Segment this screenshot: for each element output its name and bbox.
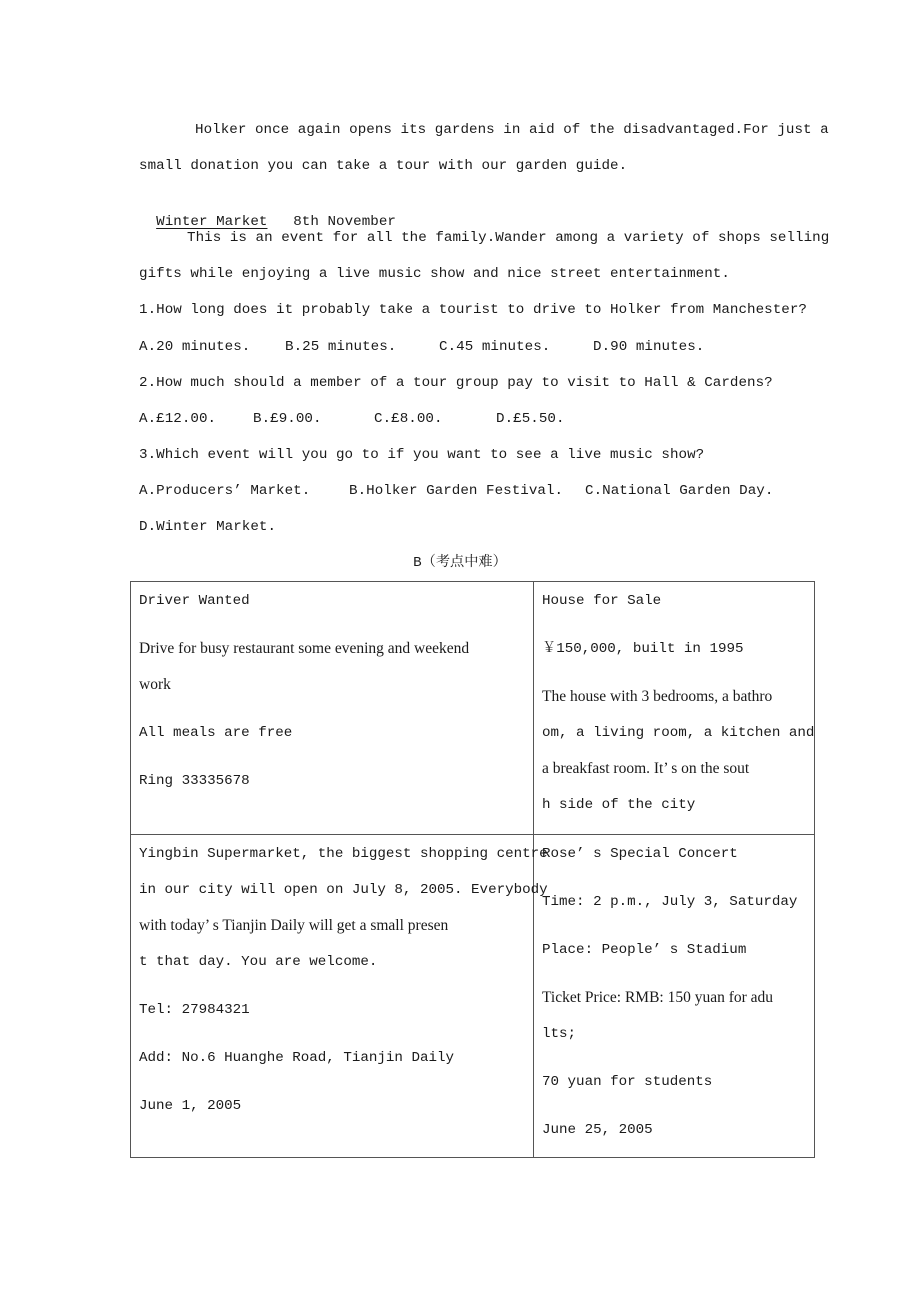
- winter-market-heading: [139, 192, 396, 232]
- winter-market-paragraph-line-2: gifts while enjoying a live music show and nice street entertainment.: [139, 266, 730, 282]
- question-2-option-a: A.£12.00.: [139, 411, 217, 427]
- question-1-option-d: D.90 minutes.: [593, 339, 705, 355]
- ad-line: a breakfast room. It’ s on the sout: [542, 760, 750, 777]
- question-2-option-d: D.£5.50.: [496, 411, 565, 427]
- ad-line: in our city will open on July 8, 2005. Everybody: [139, 882, 548, 898]
- ad-line: work: [139, 676, 171, 693]
- question-3-option-c: C.National Garden Day.: [585, 483, 774, 499]
- winter-market-paragraph-line-1: This is an event for all the family.Wander among a variety of shops selling: [187, 230, 830, 246]
- ad-driver-wanted: [131, 582, 533, 834]
- ad-date: June 1, 2005: [139, 1098, 242, 1114]
- question-1-option-b: B.25 minutes.: [285, 339, 397, 355]
- ad-place: Place: People’ s Stadium: [542, 942, 747, 958]
- intro-paragraph-line-1: Holker once again opens its gardens in aid of the disadvantaged.For just a: [195, 122, 829, 138]
- ad-house-for-sale: [534, 582, 815, 834]
- section-b-title: B（考点中难）: [413, 555, 507, 571]
- ad-line: All meals are free: [139, 725, 293, 741]
- intro-paragraph-line-2: small donation you can take a tour with our garden guide.: [139, 158, 628, 174]
- question-1-option-c: C.45 minutes.: [439, 339, 551, 355]
- ad-line: Yingbin Supermarket, the biggest shopping centre: [139, 846, 548, 862]
- ad-title: Rose’ s Special Concert: [542, 846, 738, 862]
- ad-line: h side of the city: [542, 797, 696, 813]
- question-2-option-b: B.£9.00.: [253, 411, 322, 427]
- ad-line: Drive for busy restaurant some evening and weekend: [139, 640, 470, 657]
- ad-title: Driver Wanted: [139, 593, 250, 609]
- ad-line: The house with 3 bedrooms, a bathro: [542, 688, 773, 705]
- ads-table: [130, 581, 815, 1158]
- question-2: 2.How much should a member of a tour group pay to visit to Hall & Cardens?: [139, 375, 773, 391]
- question-1: 1.How long does it probably take a tourist to drive to Holker from Manchester?: [139, 302, 807, 318]
- ad-line: t that day. You are welcome.: [139, 954, 378, 970]
- ad-concert: [534, 835, 815, 1158]
- ad-line: lts;: [542, 1026, 577, 1042]
- ad-line: with today’ s Tianjin Daily will get a small presen: [139, 917, 449, 934]
- question-3-option-b: B.Holker Garden Festival.: [349, 483, 564, 499]
- ad-title: House for Sale: [542, 593, 662, 609]
- question-3-option-a: A.Producers’ Market.: [139, 483, 311, 499]
- question-3-option-d: D.Winter Market.: [139, 519, 277, 535]
- question-1-option-a: A.20 minutes.: [139, 339, 251, 355]
- ad-date: June 25, 2005: [542, 1122, 653, 1138]
- question-3: 3.Which event will you go to if you want to see a live music show?: [139, 447, 705, 463]
- ad-phone: Ring 33335678: [139, 773, 250, 789]
- ad-address: Add: No.6 Huanghe Road, Tianjin Daily: [139, 1050, 455, 1066]
- ad-ticket-price: Ticket Price: RMB: 150 yuan for adu: [542, 989, 774, 1006]
- ad-line: om, a living room, a kitchen and: [542, 725, 815, 741]
- winter-market-date: 8th November: [293, 214, 396, 230]
- ad-line: 70 yuan for students: [542, 1074, 713, 1090]
- ad-phone: Tel: 27984321: [139, 1002, 250, 1018]
- ad-time: Time: 2 p.m., July 3, Saturday: [542, 894, 798, 910]
- winter-market-title: Winter Market: [156, 214, 268, 230]
- question-2-option-c: C.£8.00.: [374, 411, 443, 427]
- ad-supermarket: [131, 835, 548, 1158]
- ad-price: ￥150,000, built in 1995: [542, 641, 744, 657]
